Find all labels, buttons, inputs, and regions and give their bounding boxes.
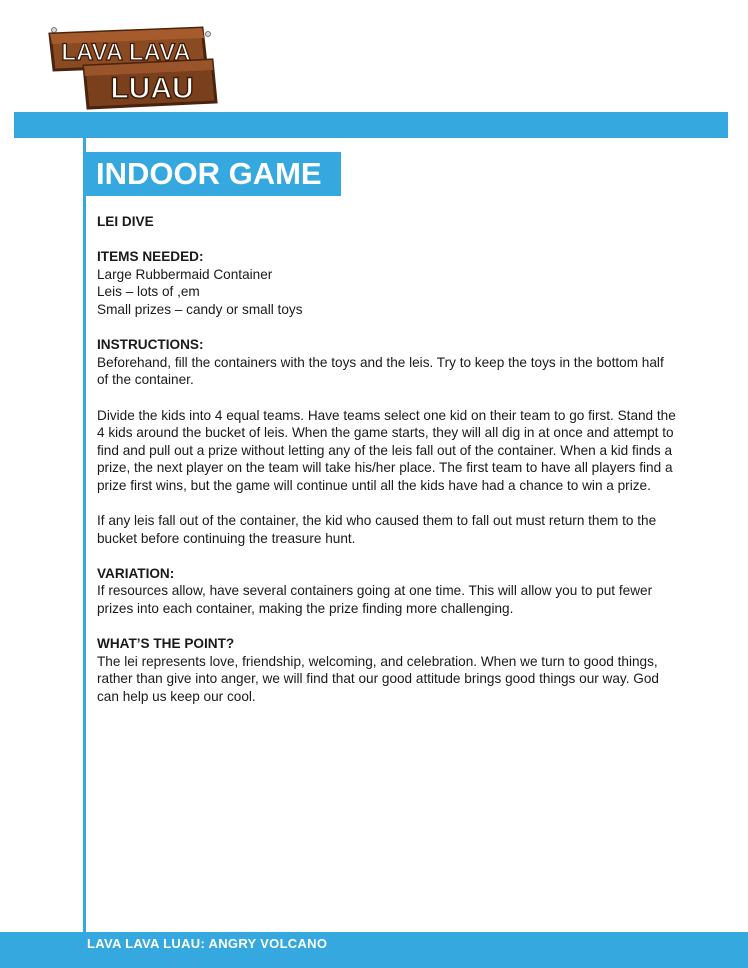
- header-bar: [14, 112, 728, 138]
- logo-text-line2: LUAU: [110, 72, 194, 105]
- logo-text-line1: LAVA LAVA: [61, 39, 191, 66]
- variation-text: If resources allow, have several containers going at one time. This will allow you to put fewer prizes into each container, making the prize finding more challenging.: [97, 583, 653, 617]
- instructions-heading: INSTRUCTIONS:: [97, 337, 204, 353]
- list-item: Large Rubbermaid Container: [97, 266, 273, 282]
- lava-lava-luau-logo: [44, 20, 220, 110]
- game-content: [97, 213, 677, 706]
- variation-heading: VARIATION:: [97, 565, 175, 581]
- instructions-paragraph: If any leis fall out of the container, the kid who caused them to fall out must return them to the bucket before continuing the treasure hunt.: [97, 513, 657, 546]
- instructions-paragraph: Beforehand, fill the containers with the toys and the leis. Try to keep the toys in the bottom half of the container.: [97, 354, 664, 388]
- point-text: The lei represents love, friendship, welcoming, and celebration. When we turn to good things, rather than give into anger, we will find that our good attitude brings good things our way. God can help us keep our cool.: [97, 653, 659, 705]
- footer-bar: [0, 932, 748, 968]
- left-rule: [83, 138, 86, 932]
- footer-text: LAVA LAVA LUAU: ANGRY VOLCANO: [87, 936, 328, 951]
- page-title: INDOOR GAME: [86, 152, 341, 196]
- list-item: Small prizes – candy or small toys: [97, 301, 303, 317]
- instructions-paragraph: Divide the kids into 4 equal teams. Have teams select one kid on their team to go first. Stand the 4 kids around the bucket of leis. When the game starts, they will all dig in at once and attempt to find and pull out a prize without letting any of the leis fall out of the container. When a kid finds a prize, the next player on the team will take his/her place. The first team to have all players find a prize first wins, but the game will continue until all the kids have had a chance to win a prize.: [97, 407, 676, 493]
- game-name: LEI DIVE: [97, 214, 154, 229]
- point-heading: WHAT’S THE POINT?: [97, 636, 235, 652]
- list-item: Leis – lots of ,em: [97, 284, 200, 300]
- items-needed-heading: ITEMS NEEDED:: [97, 249, 204, 265]
